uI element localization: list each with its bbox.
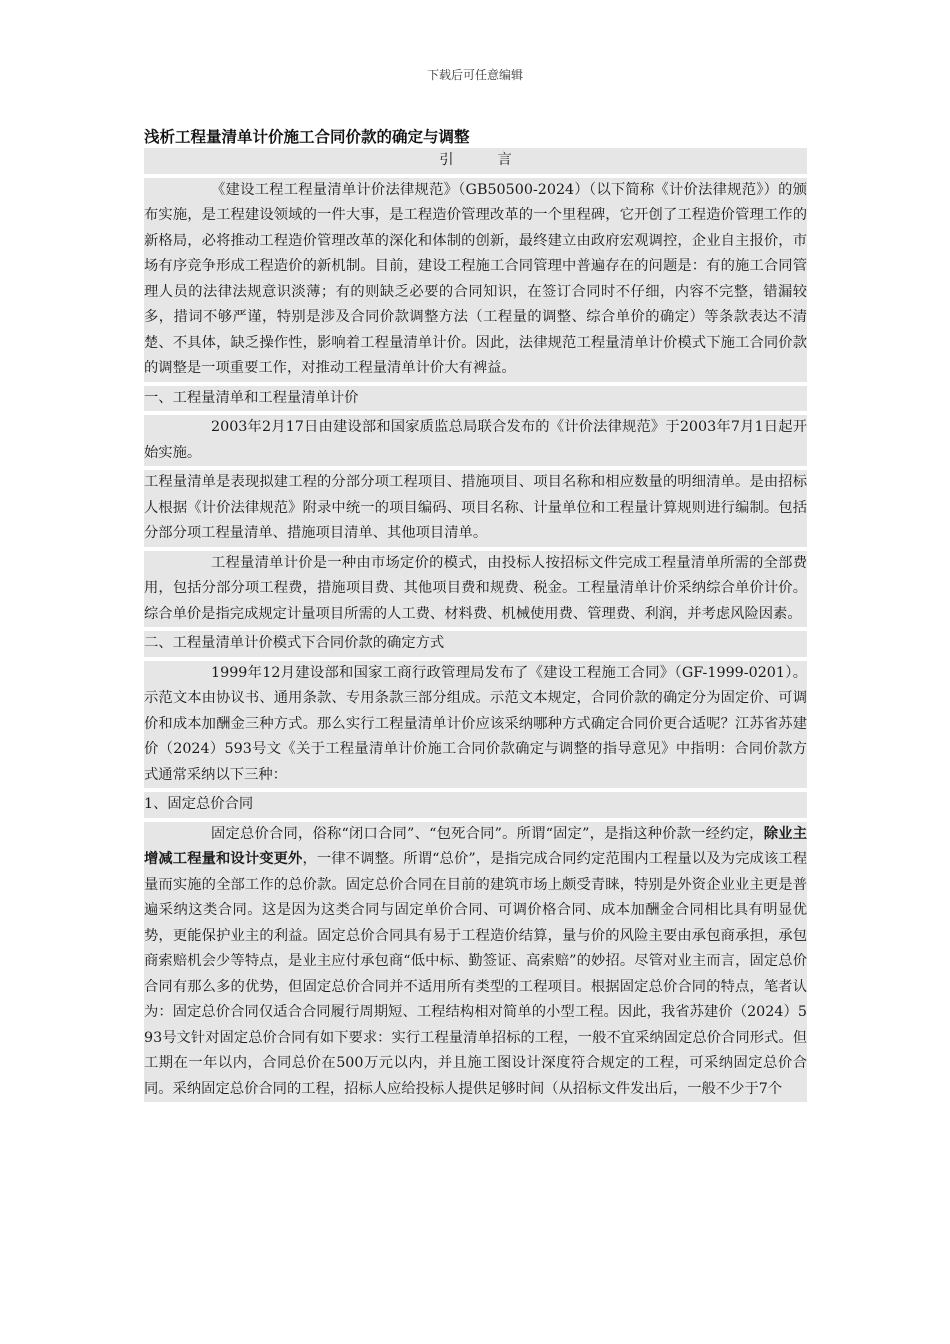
- paragraph-3: 工程量清单计价是一种由市场定价的模式，由投标人按招标文件完成工程量清单所需的全部费用，包括分部分项工程费，措施项目费、其他项目费和规费、税金。工程量清单计价采纳综合单价计价。综合单价是指完成规定计量项目所需的人工费、材料费、机械使用费、管理费、利润，并考虑风险因素。: [144, 551, 807, 628]
- paragraph-5-text-a: 固定总价合同，俗称“闭口合同”、“包死合同”。所谓“固定”，是指这种价款一经约定，: [211, 825, 764, 842]
- intro-heading: 引言: [144, 148, 807, 174]
- paragraph-5-bold: 除业主增减工程量和设计变更外: [144, 825, 808, 867]
- paragraph-2: 工程量清单是表现拟建工程的分部分项工程项目、措施项目、项目名称和相应数量的明细清单。是由招标人根据《计价法律规范》附录中统一的项目编码、项目名称、计量单位和工程量计算规则进行编制。包括分部分项工程量清单、措施项目清单、其他项目清单。: [144, 470, 807, 547]
- section-heading-2: 二、工程量清单计价模式下合同价款的确定方式: [144, 631, 807, 657]
- paragraph-5: [144, 822, 807, 1103]
- document-body: [144, 148, 807, 1106]
- document-title: 浅析工程量清单计价施工合同价款的确定与调整: [144, 128, 470, 146]
- paragraph-5-text-b: ，一律不调整。所谓“总价”，是指完成合同约定范围内工程量以及为完成该工程量而实施的全部工作的总价款。固定总价合同在目前的建筑市场上颇受青睐，特别是外资企业业主更是普遍采纳这类合同。这是因为这类合同与固定单价合同、可调价格合同、成本加酬金合同相比具有明显优势，更能保护业主的利益。固定总价合同具有易于工程造价结算，量与价的风险主要由承包商承担，承包商索赔机会少等特点，是业主应付承包商“低中标、勤签证、高索赔”的妙招。尽管对业主而言，固定总价合同有那么多的优势，但固定总价合同并不适用所有类型的工程项目。根据固定总价合同的特点，笔者认为：固定总价合同仅适合合同履行周期短、工程结构相对简单的小型工程。因此，我省苏建价（2024）593号文针对固定总价合同有如下要求：实行工程量清单招标的工程，一般不宜采纳固定总价合同形式。但工期在一年以内，合同总价在500万元以内，并且施工图设计深度符合规定的工程，可采纳固定总价合同。采纳固定总价合同的工程，招标人应给投标人提供足够时间（从招标文件发出后，一般不少于7个: [144, 851, 807, 1097]
- paragraph-1: 2003年2月17日由建设部和国家质监总局联合发布的《计价法律规范》于2003年7月1日起开始实施。: [144, 415, 807, 466]
- section-heading-1: 一、工程量清单和工程量清单计价: [144, 386, 807, 412]
- paragraph-4: 1999年12月建设部和国家工商行政管理局发布了《建设工程施工合同》（GF-1999-0201）。示范文本由协议书、通用条款、专用条款三部分组成。示范文本规定，合同价款的确定分为固定价、可调价和成本加酬金三种方式。那么实行工程量清单计价应该采纳哪种方式确定合同价更合适呢？江苏省苏建价（2024）593号文《关于工程量清单计价施工合同价款确定与调整的指导意见》中指明：合同价款方式通常采纳以下三种：: [144, 661, 807, 789]
- section-heading-3: 1、固定总价合同: [144, 792, 807, 818]
- intro-paragraph: 《建设工程工程量清单计价法律规范》（GB50500-2024）（以下简称《计价法律规范》）的颁布实施，是工程建设领域的一件大事，是工程造价管理改革的一个里程碑，它开创了工程造价管理工作的新格局，必将推动工程造价管理改革的深化和体制的创新，最终建立由政府宏观调控，企业自主报价，市场有序竞争形成工程造价的新机制。目前，建设工程施工合同管理中普遍存在的问题是：有的施工合同管理人员的法律法规意识淡薄；有的则缺乏必要的合同知识，在签订合同时不仔细，内容不完整，错漏较多，措词不够严谨，特别是涉及合同价款调整方法（工程量的调整、综合单价的确定）等条款表达不清楚、不具体，缺乏操作性，影响着工程量清单计价。因此，法律规范工程量清单计价模式下施工合同价款的调整是一项重要工作，对推动工程量清单计价大有裨益。: [144, 178, 807, 382]
- page-header: 下载后可任意编辑: [426, 68, 523, 82]
